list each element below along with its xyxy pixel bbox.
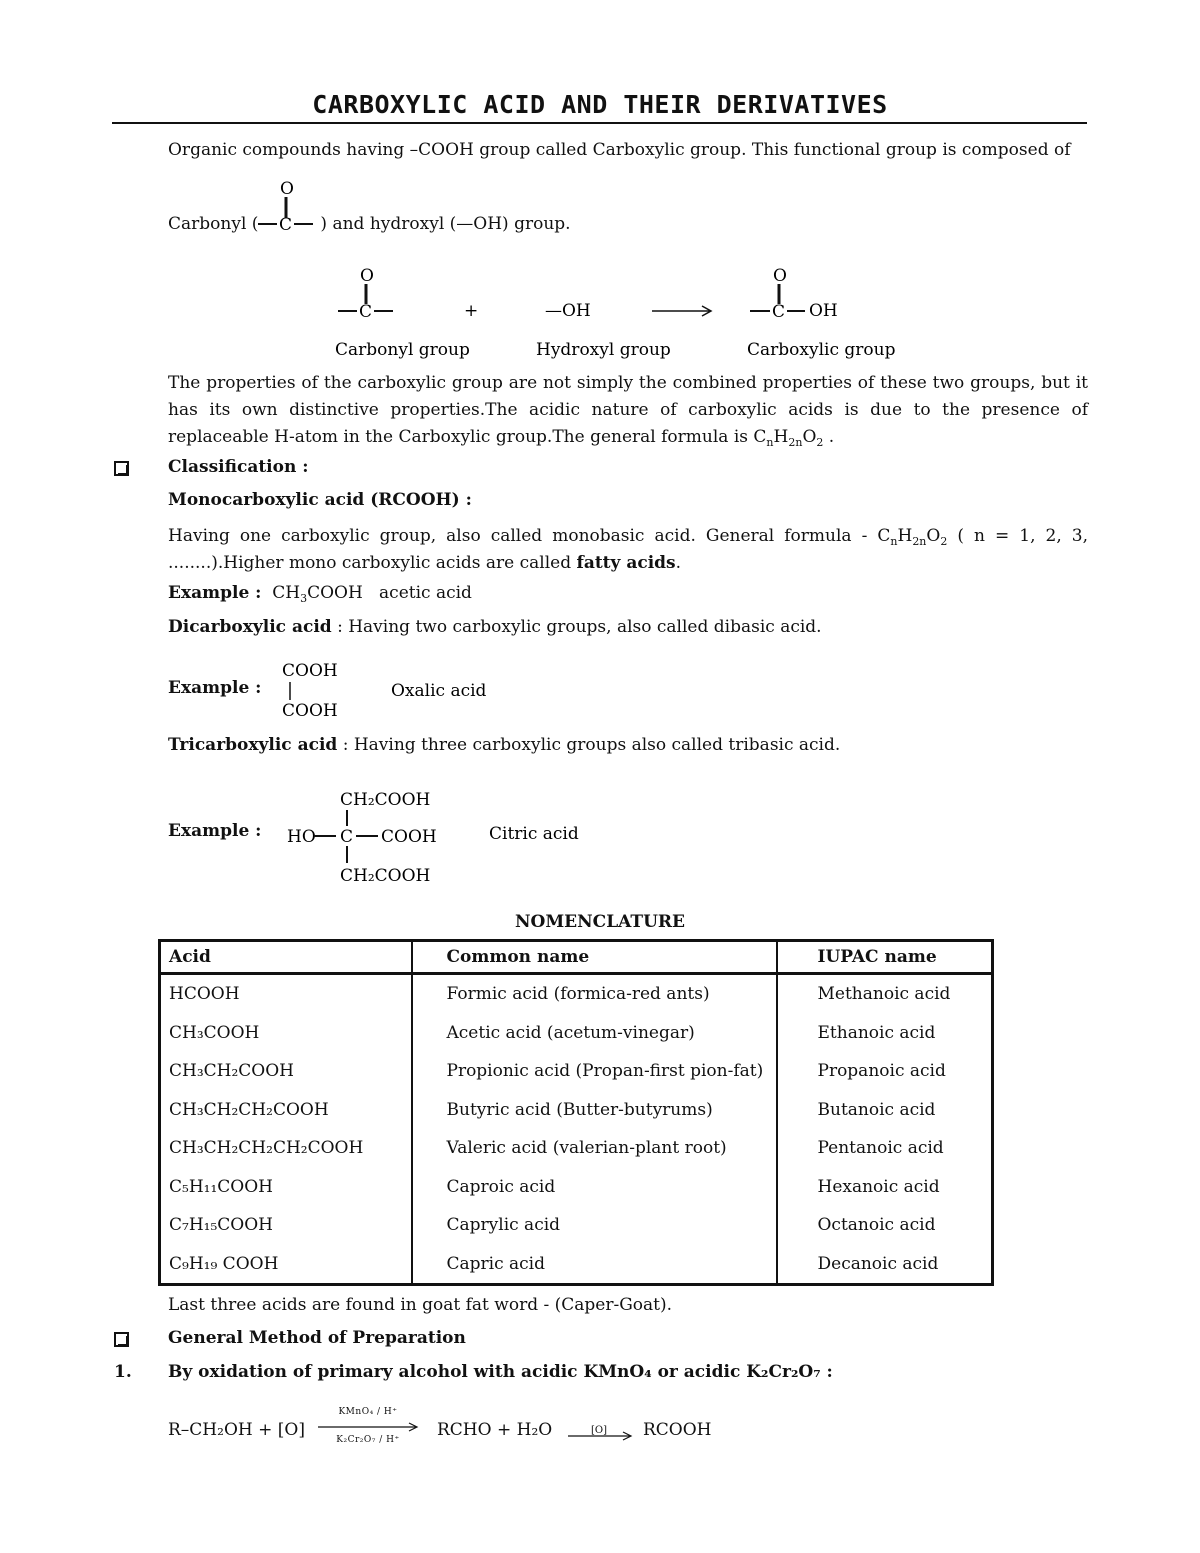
reagent-top: KMnO₄ / H⁺ — [338, 1407, 398, 1417]
table-row: CH₃CH₂CH₂COOH Butyric acid (Butter-butyrums) Butanoic acid — [160, 1091, 993, 1130]
equation-left: R–CH₂OH + [O] — [168, 1420, 305, 1440]
citric-acid-structure — [280, 783, 600, 893]
svg-text:OH: OH — [809, 301, 838, 321]
svg-text:O: O — [773, 266, 787, 286]
equation-right: RCOOH — [643, 1420, 712, 1440]
table-row: HCOOH Formic acid (formica-red ants) Methanoic acid — [160, 974, 993, 1014]
oxalic-acid-structure — [278, 656, 518, 726]
o-atom-label: O — [280, 179, 294, 199]
carbonyl-structure-inline — [250, 175, 320, 240]
nomenclature-heading: NOMENCLATURE — [515, 912, 685, 932]
nomenclature-table — [158, 939, 994, 1286]
plus-sign: + — [464, 301, 479, 321]
reagent-o: [O] — [590, 1425, 607, 1436]
svg-text:COOH: COOH — [381, 827, 437, 847]
header-common-name: Common name — [412, 941, 777, 974]
svg-text:CH₂COOH: CH₂COOH — [340, 866, 431, 886]
oxidation-arrow — [316, 1421, 420, 1433]
equation-middle: RCHO + H₂O — [437, 1420, 553, 1440]
preparation-heading: General Method of Preparation — [168, 1328, 466, 1348]
carbonyl-hydroxyl-line — [168, 211, 571, 238]
checkbox-bullet-icon — [114, 461, 129, 476]
checkbox-bullet-icon — [114, 1332, 129, 1347]
reagent-bottom: K₂Cr₂O₇ / H⁺ — [336, 1435, 400, 1445]
intro-line: Organic compounds having –COOH group called Carboxylic group. This functional group is composed of — [168, 140, 1071, 160]
classification-heading: Classification : — [168, 457, 309, 477]
carboxylic-group-structure — [750, 266, 838, 322]
properties-paragraph: The properties of the carboxylic group are not simply the combined properties of these two groups, but it has its own distinctive properties.The acidic nature of carboxylic acids is due to the presence of replaceable H-atom in the Carboxylic group.The general formula is $C_nH_{2n}O_2$ . — [168, 373, 1088, 449]
page-title: CARBOXYLIC ACID AND THEIR DERIVATIVES — [312, 90, 888, 119]
carbonyl-prefix: Carbonyl ( — [168, 214, 259, 234]
second-oxidation-arrow — [566, 1430, 634, 1442]
svg-text:C: C — [340, 827, 354, 847]
monocarboxylic-description: Having one carboxylic group, also called monobasic acid. General formula - $C_nH_{2n}O_2$ ( n = 1, 2, 3, ........).Higher mono carboxylic acids are called fatty acids. — [168, 526, 1088, 573]
table-row: C₉H₁₉ COOH Capric acid Decanoic acid — [160, 1245, 993, 1285]
fatty-acids-term: fatty acids — [576, 553, 676, 573]
svg-text:COOH: COOH — [282, 661, 338, 681]
title-underline — [112, 122, 1087, 124]
reaction-arrow — [652, 306, 711, 316]
header-iupac-name: IUPAC name — [777, 941, 993, 974]
svg-text:COOH: COOH — [282, 701, 338, 721]
svg-text:O: O — [360, 266, 374, 286]
general-formula: $C_nH_{2n}O_2$ . — [753, 427, 835, 449]
carbonyl-group-label: Carbonyl group — [335, 340, 470, 360]
monocarboxylic-heading: Monocarboxylic acid (RCOOH) : — [168, 490, 472, 510]
hydroxyl-group-label: Hydroxyl group — [536, 340, 671, 360]
step-title: By oxidation of primary alcohol with acidic KMnO₄ or acidic K₂Cr₂O₇ : — [168, 1362, 833, 1382]
oxalic-acid-label: Oxalic acid — [391, 681, 487, 701]
table-row: CH₃COOH Acetic acid (acetum-vinegar) Ethanoic acid — [160, 1014, 993, 1053]
c-atom-label: C — [279, 215, 293, 235]
carboxylic-group-label: Carboxylic group — [747, 340, 896, 360]
carboxylic-formation-scheme — [330, 262, 910, 372]
table-row: CH₃CH₂COOH Propionic acid (Propan-first pion-fat) Propanoic acid — [160, 1052, 993, 1091]
header-acid: Acid — [160, 941, 412, 974]
table-row: C₇H₁₅COOH Caprylic acid Octanoic acid — [160, 1206, 993, 1245]
table-row: CH₃CH₂CH₂CH₂COOH Valeric acid (valerian-plant root) Pentanoic acid — [160, 1129, 993, 1168]
svg-text:CH₂COOH: CH₂COOH — [340, 790, 431, 810]
step-number: 1. — [114, 1362, 132, 1382]
example-monocarboxylic: Example : $CH_3COOH$ acetic acid — [168, 583, 472, 605]
citric-acid-label: Citric acid — [489, 824, 579, 844]
example-label-oxalic: Example : — [168, 678, 262, 698]
carbonyl-suffix: ) and hydroxyl (—OH) group. — [320, 214, 571, 234]
svg-text:C: C — [772, 302, 786, 322]
dicarboxylic-line: Dicarboxylic acid : Having two carboxylic groups, also called dibasic acid. — [168, 617, 822, 637]
example-label-citric: Example : — [168, 821, 262, 841]
carbonyl-group-structure — [338, 266, 393, 322]
hydroxyl-formula: —OH — [545, 301, 591, 321]
tricarboxylic-line: Tricarboxylic acid : Having three carboxylic groups also called tribasic acid. — [168, 735, 841, 755]
svg-text:C: C — [359, 302, 373, 322]
table-row: C₅H₁₁COOH Caproic acid Hexanoic acid — [160, 1168, 993, 1207]
caper-goat-note: Last three acids are found in goat fat word - (Caper-Goat). — [168, 1295, 673, 1315]
table-header-row — [160, 941, 993, 974]
svg-text:HO: HO — [287, 827, 316, 847]
